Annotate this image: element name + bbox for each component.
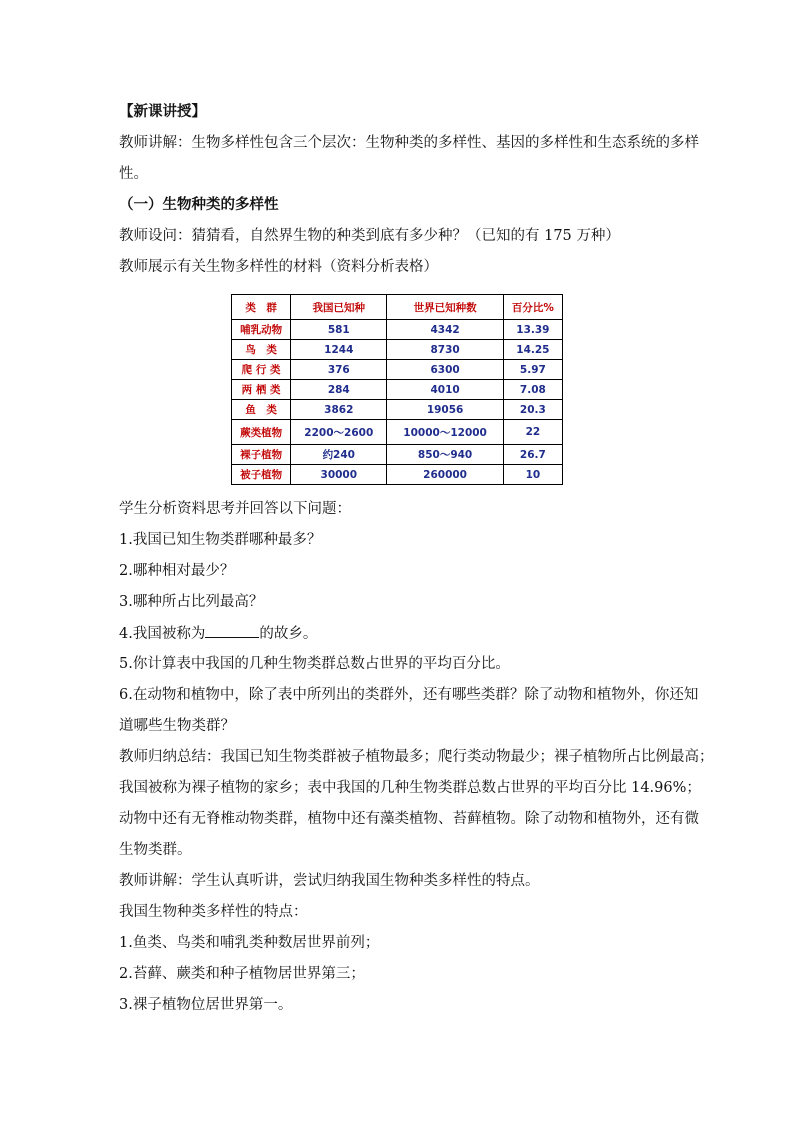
table-cell: 6300: [387, 360, 503, 380]
student-prompt: 学生分析资料思考并回答以下问题：: [119, 501, 351, 517]
question-4-after: 的故乡。: [259, 626, 318, 642]
table-row: [232, 380, 563, 400]
feature-3: 3.裸子植物位居世界第一。: [119, 997, 293, 1013]
table-header-cell: 百分比%: [503, 295, 562, 320]
intro-line-2: 性。: [119, 166, 148, 182]
table-cell: 5.97: [503, 360, 562, 380]
material-line: 教师展示有关生物多样性的材料（资料分析表格）: [119, 259, 438, 275]
table-cell-category: 裸子植物: [232, 445, 291, 465]
biodiversity-table: [231, 294, 563, 485]
question-3: 3.哪种所占比列最高？: [119, 594, 264, 610]
table-row: [232, 340, 563, 360]
table-cell: 13.39: [503, 320, 562, 340]
table-cell-category: 被子植物: [232, 465, 291, 485]
table-cell: 8730: [387, 340, 503, 360]
section-heading: 【新课讲授】: [119, 103, 206, 120]
feature-1: 1.鱼类、鸟类和哺乳类种数居世界前列；: [119, 935, 380, 951]
question-5: 5.你计算表中我国的几种生物类群总数占世界的平均百分比。: [119, 656, 510, 672]
summary-line-4: 生物类群。: [119, 842, 192, 858]
question-6-line-1: 6.在动物和植物中，除了表中所列出的类群外，还有哪些类群？除了动物和植物外，你还知: [119, 687, 699, 703]
table-cell: 10000～12000: [387, 420, 503, 445]
section-title: （一）生物种类的多样性: [119, 196, 279, 213]
table-cell: 约240: [291, 445, 387, 465]
table-cell-category: 蕨类植物: [232, 420, 291, 445]
table-cell: 10: [503, 465, 562, 485]
summary-line-2: 我国被称为裸子植物的家乡；表中我国的几种生物类群总数占世界的平均百分比 14.96%；: [119, 780, 701, 796]
table-cell: 4010: [387, 380, 503, 400]
table-cell: 14.25: [503, 340, 562, 360]
question-4-before: 4.我国被称为: [119, 626, 206, 642]
table-cell: 19056: [387, 400, 503, 420]
feature-2: 2.苔藓、蕨类和种子植物居世界第三；: [119, 966, 365, 982]
table-header-cell: 类 群: [232, 295, 291, 320]
table-cell-category: 两 栖 类: [232, 380, 291, 400]
table-cell: 3862: [291, 400, 387, 420]
table-cell: 4342: [387, 320, 503, 340]
question-1: 1.我国已知生物类群哪种最多？: [119, 532, 322, 548]
table-row: [232, 400, 563, 420]
table-cell-category: 爬 行 类: [232, 360, 291, 380]
summary-line-3: 动物中还有无脊椎动物类群，植物中还有藻类植物、苔藓植物。除了动物和植物外，还有微: [119, 811, 699, 827]
table-cell: 22: [503, 420, 562, 445]
table-row: [232, 420, 563, 445]
table-cell: 30000: [291, 465, 387, 485]
table-cell: 581: [291, 320, 387, 340]
table-row: [232, 465, 563, 485]
table-cell: 26.7: [503, 445, 562, 465]
question-2: 2.哪种相对最少？: [119, 563, 235, 579]
explain-line: 教师讲解：学生认真听讲，尝试归纳我国生物种类多样性的特点。: [119, 873, 540, 889]
table-cell-category: 鱼 类: [232, 400, 291, 420]
table-cell: 2200～2600: [291, 420, 387, 445]
fill-in-blank: [205, 623, 259, 638]
table-cell: 260000: [387, 465, 503, 485]
intro-line-1: 教师讲解：生物多样性包含三个层次：生物种类的多样性、基因的多样性和生态系统的多样: [119, 135, 699, 151]
question-line: 教师设问：猜猜看，自然界生物的种类到底有多少种？（已知的有 175 万种）: [119, 228, 620, 244]
table-cell-category: 鸟 类: [232, 340, 291, 360]
summary-line-1: 教师归纳总结：我国已知生物类群被子植物最多；爬行类动物最少；裸子植物所占比例最高；: [119, 749, 714, 765]
table-header-cell: 我国已知种: [291, 295, 387, 320]
table-cell: 7.08: [503, 380, 562, 400]
question-6-line-2: 道哪些生物类群？: [119, 718, 235, 734]
question-4: [119, 623, 317, 644]
table-cell: 850～940: [387, 445, 503, 465]
table-row: [232, 360, 563, 380]
table-header-row: [232, 295, 563, 320]
table-cell: 284: [291, 380, 387, 400]
table-header-cell: 世界已知种数: [387, 295, 503, 320]
features-title: 我国生物种类多样性的特点：: [119, 904, 308, 920]
table-cell: 376: [291, 360, 387, 380]
table-cell-category: 哺乳动物: [232, 320, 291, 340]
table-row: [232, 445, 563, 465]
table-cell: 20.3: [503, 400, 562, 420]
table-row: [232, 320, 563, 340]
table-cell: 1244: [291, 340, 387, 360]
